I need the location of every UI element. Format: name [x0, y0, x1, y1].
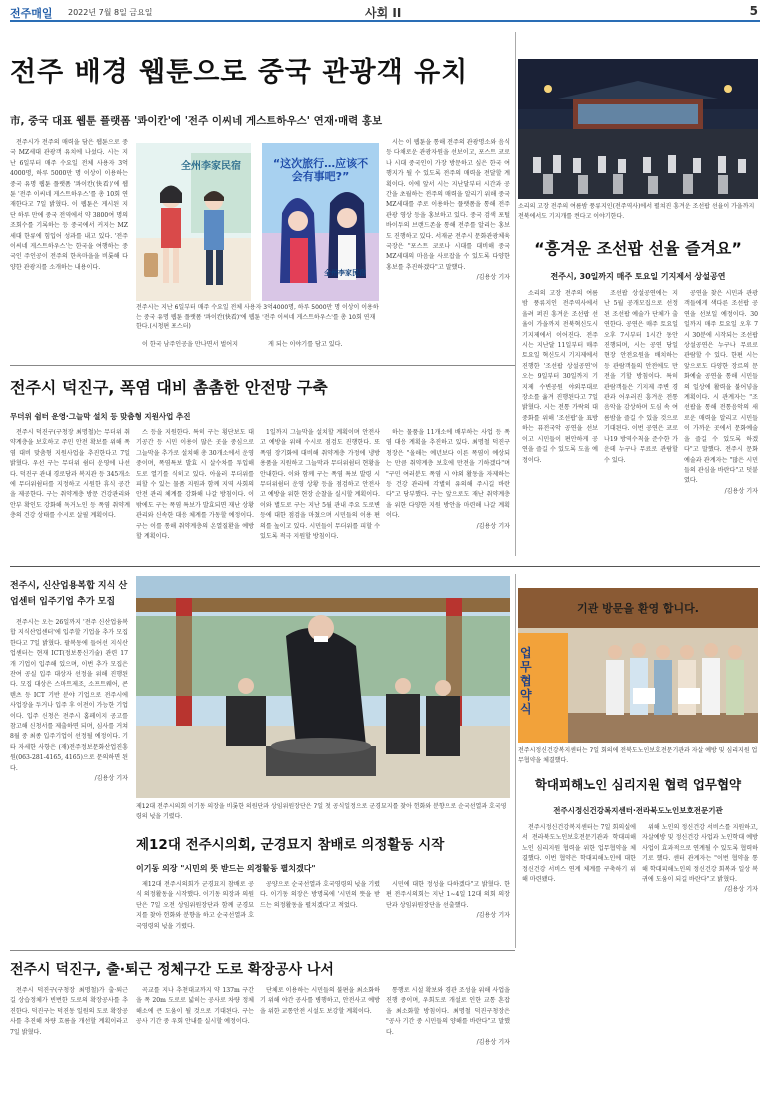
page-number: 5	[749, 4, 758, 18]
webtoon-image-left	[136, 143, 251, 301]
webtoon-right-title: “这次旅行…应该不会有事吧?”	[272, 157, 369, 183]
article3-column-1: 전주시 덕진구(구청장 최명철)는 무더위 취약계층을 보호하고 주민 안전 확보를 위해 폭염 대비 맞춤형 지원사업을 추진한다고 7일 밝혔다. 우선 구는 무더위 쉼터 운영에 나선다. 덕진구 관내 경로당과 복지관 등 345개소에 무더위쉼터를 지정하고 시원한 휴식 공간을 제공한다. 구는 취약계층 방문 건강관리와 안부 확인도 강화해 독거노인 등 폭염 취약계층의 건강 상태를 수시로 살필 계획이다.	[10, 429, 130, 520]
article3-column-3: 1일까지 그늘막을 설치할 계획이며 안전사고 예방을 위해 수시로 점검도 진행한다. 또 폭염 장기화에 대비해 취약계층 가정에 냉방용품을 지원하고 그늘막과 무더위쉼터 현황을 안내한다. 이와 함께 구는 폭염 특보 발령 시 무더위쉼터 운영 상황 등을 점검하고 안전사고 예방을 위한 현장 순찰을 실시할 계획이다. 이와 별도로 구는 지난 5월 관내 주요 도로변 등에 대한 점검을 마쳤으며 시민들의 이용 편의를 높이고 있다. 시민들이 무더위를 피할 수 있도록 적극 지원할 방침이다.	[260, 429, 380, 541]
article7-byline: /김용상 기자	[476, 1039, 510, 1047]
article3-column-2: 스 등을 지원한다. 특히 구는 횡단보도 대기공간 등 시민 이용이 많은 곳을 중심으로 그늘막을 추가로 설치해 총 30개소에서 운영 중이며, 폭염특보 발효 시 살수차를 투입해 도로 열기를 식히고 있다. 아울러 무더위를 피할 수 있는 물품 지원과 함께 지역 사회의 안전 관리 체계를 강화해 나갈 방침이다. 이밖에도 구는 폭염 특보가 발효되면 재난 상황 관리와 신속한 대응 체계를 가동할 예정이다. 구는 이를 통해 취약계층의 온열질환을 예방할 계획이다.	[136, 429, 254, 541]
article5-byline: /김용상 기자	[476, 912, 510, 920]
article1-column-4: 시는 이 웹툰을 통해 전주의 관광명소와 음식 등 다채로운 관광자원을 선보이고, 포스트 코로나 시대 중국인이 가장 방문하고 싶은 한국 여행지가 될 수 있도록 전주의 매력을 전달할 계획이다. 이에 앞서 시는 지난달부터 시간과 공간을 초월하는 전주의 매력을 알리기 위해 중국 MZ세대를 주로 이용하는 플랫폼을 통해 전주 관광 영상 등을 홍보하고 있다. 중국 검색 포털 바이두의 브랜드존을 통해 전주를 알리는 홍보도 진행하고 있다. 서재균 전주시 문화관광체육국장은 "포스트 코로나 시대를 대비해 중국 MZ세대의 마음을 사로잡을 수 있도록 다양한 홍보를 추진하겠다"고 말했다. /김용상 기자	[386, 138, 510, 354]
divider	[10, 566, 760, 567]
article6-column-2: 위해 노인의 정신건강 서비스를 지원하고, 자살예방 및 정신건강 사업과 노인학대 예방사업이 효과적으로 연계될 수 있도록 협력하기로 했다. 센터 관계자는 "이번 협약을 통해 학대피해노인의 정신건강 회복과 일상 복귀에 도움이 되길 바란다"고 밝혔다. /김용상 기자	[642, 823, 758, 1085]
article6-subhead: 전주시정신건강복지센터·전라북도노인보호전문기관	[553, 806, 723, 815]
article2-column-2: 조선팝 상설공연에는 지난 5월 공개모집으로 선정된 조선팝 예술가 단체가 출연한다. 공연은 매주 토요일 오후 7시부터 1시간 동안 진행되며, 시는 공연 당일 현장 안전요원을 배치하는 등 관람객들의 안전에도 만전을 기할 방침이다. 특히 관람객들은 기지제 주변 경관과 어우러진 흥겨운 전통음악을 감상하며 도심 속 여름밤을 즐길 수 있을 것으로 기대된다. 이번 공연은 코로나19 방역수칙을 준수한 가운데 누구나 무료로 관람할 수 있다.	[604, 290, 678, 464]
article2-column-1: 소리의 고장 전주의 여름밤 풍류지인 전주역사에서 울려 퍼진 흥겨운 조선팝 선율이 가을까지 전북혁신도시 기지제에서 이어진다. 전주시는 지난달 11일부터 매주 토요일 혁신도시 기지제에서 진행한 '조선팝 상설공연'이 오는 9일부터 30일까지 기지제 수변공원 야외무대로 장소를 옮겨 진행된다고 7일 밝혔다. 시는 전통 가락의 대중화를 위해 '조선팝'을 표방하는 퓨전국악 공연을 선보이고 시민들이 편안하게 공연을 즐길 수 있도록 도울 예정이다.	[522, 290, 598, 464]
article5-column-2: 공양으로 순국선열과 호국영령의 넋을 기렸다. 이기동 의장은 방명록에 '시민의 뜻을 받드는 의정활동을 펼치겠다'고 적었다.	[260, 881, 380, 909]
article2-subhead: 전주시, 30일까지 매주 토요일 기지제서 상설공연	[550, 272, 726, 281]
article3-byline: /김용상 기자	[476, 522, 510, 530]
column-divider	[515, 32, 516, 378]
webtoon-image-right	[262, 143, 379, 301]
article5-column-1: 제12대 전주시의회가 군경묘지 참배로 공식 의정활동을 시작했다. 이기동 의장과 의원단은 7일 오전 상임위원장단과 함께 군경묘지를 찾아 헌화와 분향을 하고 순국선열과 호국영령의 넋을 기렸다.	[136, 881, 254, 930]
article1-subhead: 市, 중국 대표 웹툰 플랫폼 '콰이칸'에 '전주 이씨네 게스트하우스' 연재·매력 홍보	[10, 115, 383, 127]
article2-headline: “흥겨운 조선팝 선율 즐겨요”	[534, 239, 742, 258]
article1-image-caption: 전주시는 지난 6일부터 매주 수요일 전체 사용자 3억4000명, 하루 5000만 명 이상이 이용하는 중국 유명 웹툰 플랫폼 '콰이칸(快看)'에 웹툰 '전주 이씨네 게스트하우스'를 총 10회 연재한다.(시청편 포스터)	[136, 304, 379, 330]
webtoon-right-caption: 全州李家民宿	[324, 269, 366, 277]
ceremony-photo-caption: 제12대 전주시의회 이기동 의장을 비롯한 의원단과 상임위원장단은 7일 첫 공식일정으로 군경묘지를 찾아 헌화와 분향으로 순국선열과 호국영령의 넋을 기렸다.	[136, 803, 507, 820]
welcome-banner: 기관 방문을 환영 합니다.	[577, 602, 699, 615]
article4-body: 전주시는 오는 26일까지 '전주 신산업융복합 지식산업센터'에 입주할 기업을 추가 모집한다고 7일 밝혔다. 팔복동에 들어선 지식산업센터는 현재 ICT(정보통신기술) 관련 17개 기업이 입주해 있으며, 이번 추가 모집은 잔여 공실 입주 대상자 선정을 위해 진행된다. 모집 대상은 스마트제조, 소프트웨어, 콘텐츠 등 ICT 기반 분야 기업으로 전주시에 사업장을 두거나 입주 후 이전이 가능한 기업이다. 입주 신청은 전주시 홈페이지 공고를 참고해 신청서를 제출하면 되며, 심사를 거쳐 8월 중 최종 입주기업이 선정될 예정이다. 기타 자세한 사항은 (재)전주정보문화산업진흥원(063-281-4165, 4165)으로 문의하면 된다. /김용상 기자	[10, 618, 128, 938]
article7-headline: 전주시 덕진구, 출·퇴근 정체구간 도로 확장공사 나서	[10, 962, 334, 978]
article7-column-1: 전주시 덕진구(구청장 최명철)가 출·퇴근길 상습정체가 빈번한 도로의 확장공사를 추진한다. 덕진구는 덕진동 일원의 도로 확장공사를 추진해 차량 흐름을 개선할 계획이라고 7일 밝혔다.	[10, 987, 128, 1036]
performance-photo	[518, 59, 758, 199]
masthead	[10, 4, 760, 22]
webtoon-left-title: 全州李家民宿	[181, 161, 241, 172]
article1-column-1: 전주시가 전주의 매력을 담은 웹툰으로 중국 MZ세대 관광객 유치에 나섰다. 시는 지난 6일부터 매주 수요일 전체 사용자 3억4000명, 하루 5000만 명 이상이 이용하는 중국 유명 웹툰 플랫폼 '콰이칸(快看)'에 웹툰 '전주 이씨네 게스트하우스'를 총 10회 연재한다고 7일 밝혔다. 이 웹툰은 게시된 지 단 하루 만에 중국 전역에서 약 3800여 명의 조회수를 기록하는 등 중국에서 커지는 MZ세대 한류에 힘입어 성과를 내고 있다. '전주 이씨네 게스트하우스'는 한국을 여행하는 중국인 주인공이 전주의 한옥마을을 비롯해 다양한 관광지를 소개하는 내용이다.	[10, 139, 128, 271]
article6-headline: 학대피해노인 심리지원 협력 업무협약	[534, 777, 742, 792]
article7-column-4: 통행로 시설 확보와 경관 조성을 위해 사업을 진행 중이며, 우회도로 개설로 인한 교통 혼잡을 최소화할 방침이다. 최명철 덕진구청장은 "공사 기간 중 시민들의 양해를 바란다"고 말했다. /김용상 기자	[386, 986, 510, 1090]
article4-byline: /김용상 기자	[94, 775, 128, 783]
article2-column-3: 공연을 찾은 시민과 관광객들에게 색다른 조선팝 공연을 선보일 예정이다. 30일까지 매주 토요일 오후 7시 30분에 시작되는 조선팝 상설공연은 누구나 무료로 관람할 수 있다. 한편 시는 앞으로도 다양한 장르의 문화예술 공연을 통해 시민들의 일상에 활력을 불어넣을 계획이다. 시 관계자는 "조선팝을 통해 전통음악의 새로운 매력을 알리고 시민들이 가까운 곳에서 문화예술을 즐길 수 있도록 하겠다"고 말했다. 전주시 문화예술과 관계자는 "많은 시민들의 관심을 바란다"고 덧붙였다. /김용상 기자	[684, 289, 758, 551]
mou-side-text: 업무협약식	[520, 646, 532, 716]
article6-column-1: 전주시정신건강복지센터는 7일 회의실에서 전라북도노인보호전문기관과 학대피해노인 심리지원 협력을 위한 업무협약을 체결했다. 이번 협약은 학대피해노인에 대한 정신건강 서비스 연계 체계를 구축하기 위해 마련됐다.	[522, 824, 636, 884]
article7-column-2: 곡교를 지나 추천대교까지 약 137m 구간을 폭 20m 도로로 넓히는 공사로 차량 정체 해소에 큰 도움이 될 것으로 기대된다. 구는 공사 기간 중 우회 안내를 실시할 예정이다.	[136, 987, 254, 1026]
article3-column-4: 하는 물품을 11개소에 배부하는 사업 등 폭염 대응 계획을 추진하고 있다. 최명철 덕진구청장은 "올해는 예년보다 이른 폭염이 예상되는 만큼 취약계층 보호에 만전을 기하겠다"며 "구민 여러분도 폭염 시 야외 활동을 자제하는 등 건강 관리에 각별히 유의해 주시길 바란다"고 당부했다. 구는 앞으로도 재난 취약계층을 위한 다양한 지원 방안을 마련해 나갈 계획이다. /김용상 기자	[386, 428, 510, 556]
article3-headline: 전주시 덕진구, 폭염 대비 촘촘한 안전망 구축	[10, 378, 328, 397]
article6-byline: /김용상 기자	[724, 886, 758, 894]
mou-photo	[518, 588, 758, 743]
column-divider	[515, 378, 516, 556]
column-divider	[515, 574, 516, 948]
issue-date: 2022년 7월 8일 금요일	[68, 8, 153, 17]
ceremony-photo	[136, 576, 510, 798]
section-name: 사회 II	[365, 6, 402, 20]
article5-column-3: 시민에 대한 정성을 다하겠다"고 밝혔다. 한편 전주시의회는 지난 1~4일 12대 의회 의장단과 상임위원장단을 선출했다. /김용상 기자	[386, 880, 510, 944]
article5-subhead: 이기동 의장 "시민의 뜻 받드는 의정활동 펼치겠다"	[136, 864, 316, 873]
newspaper-brand: 전주매일	[10, 7, 53, 20]
article7-column-3: 단체로 이용하는 시민들의 불편을 최소화하기 위해 야간 공사를 병행하고, 안전사고 예방을 위한 교통안전 시설도 보강할 계획이다.	[260, 987, 380, 1015]
article1-column-3: 게 되는 이야기를 담고 있다.	[268, 341, 343, 348]
mou-photo-caption: 전주시정신건강복지센터는 7일 회의에 전북도노인보호전문기관과 자살 예방 및 심리지원 업무협약을 체결했다.	[518, 747, 758, 764]
article1-headline: 전주 배경 웹툰으로 중국 관광객 유치	[10, 57, 469, 88]
article4-headline: 전주시, 신산업용복합 지식 산업센터 입주기업 추가 모집	[10, 581, 128, 607]
article1-column-2: 이 한국 남주인공을 만나면서 벌어지	[142, 341, 239, 348]
article2-byline: /김용상 기자	[724, 487, 758, 495]
article1-byline: /김용상 기자	[476, 274, 510, 282]
article5-headline: 제12대 전주시의회, 군경묘지 참배로 의정활동 시작	[136, 837, 445, 853]
article3-subhead: 무더위 쉼터 운영·그늘막 설치 등 맞춤형 지원사업 추진	[10, 412, 191, 421]
divider	[10, 365, 515, 366]
divider	[10, 950, 515, 951]
performance-photo-caption: 소리의 고장 전주의 여름밤 풍류지인(전주역사)에서 펼쳐진 흥겨운 조선팝 선율이 가을까지 전북에서도 기지개를 켠다고 이야기한다.	[518, 203, 755, 220]
